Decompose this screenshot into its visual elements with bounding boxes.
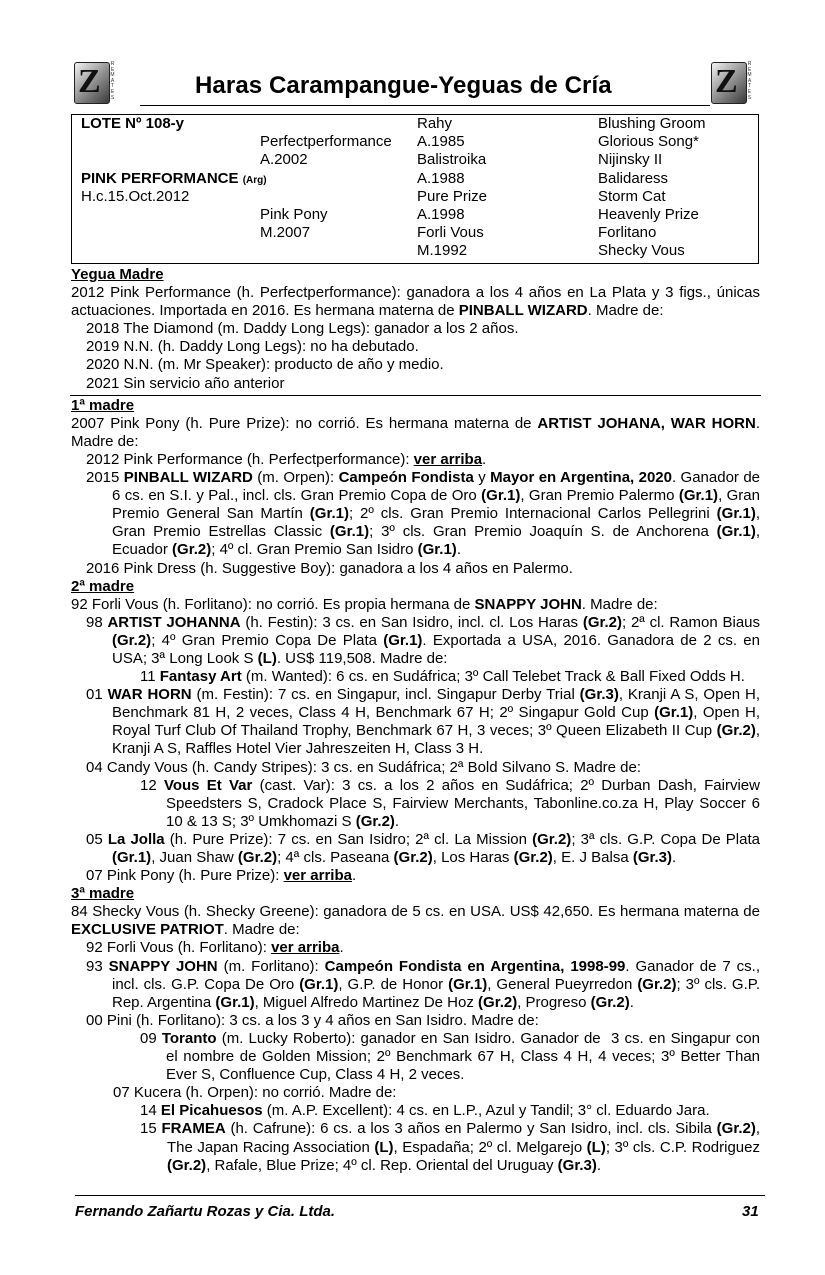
logo-right — [711, 62, 753, 106]
grandsire-1-year: A.1985 — [417, 133, 465, 150]
list-item: 07 Pink Pony (h. Pure Prize): ver arriba. — [86, 867, 357, 885]
list-item: 2020 N.N. (m. Mr Speaker): producto de año y medio. — [86, 356, 444, 374]
granddam-2-year: M.1992 — [417, 242, 468, 259]
list-item: 00 Pini (h. Forlitano): 3 cs. a los 3 y 4 años en San Isidro. Madre de: — [86, 1011, 539, 1029]
list-item: 2012 Pink Performance (h. Perfectperformance): ver arriba. — [86, 450, 487, 468]
logo-remates-text: R E M A T E S — [110, 61, 115, 101]
divider — [70, 395, 761, 396]
logo-letter: Z — [78, 63, 101, 100]
dam: Pink Pony — [260, 206, 328, 223]
horse-birth: H.c.15.Oct.2012 — [81, 188, 190, 205]
sire: Perfectperformance — [260, 133, 392, 150]
list-item: 93 SNAPPY JOHN (m. Forlitano): Campeón Fondista en Argentina, 1998-99. Ganador de 7 cs., incl. cls. G.P. Copa De Oro (Gr.1), G.P. de Honor (Gr.1), General Pueyrredon (Gr.2); 3º cls. G.P. Rep. Argentina (Gr.1), Miguel Alfredo Martinez De Hoz (Gr.2), Progreso (Gr.2). — [86, 957, 761, 1011]
pedigree-notes — [71, 266, 760, 1175]
list-item: 11 Fantasy Art (m. Wanted): 6 cs. en Sudáfrica; 3º Call Telebet Track & Ball Fixed Odds H. — [140, 668, 745, 686]
section-3a-madre: 3ª madre — [71, 885, 135, 903]
paragraph: 2007 Pink Pony (h. Pure Prize): no corrió. Es hermana materna de ARTIST JOHANA, WAR HORN. Madre de: — [71, 414, 760, 450]
grandsire-2-year: A.1998 — [417, 206, 465, 223]
footer-company: Fernando Zañartu Rozas y Cia. Ltda. — [75, 1203, 336, 1220]
list-item: 2015 PINBALL WIZARD (m. Orpen): Campeón Fondista y Mayor en Argentina, 2020. Ganador de 6 cs. en S.I. y Pal., incl. cls. Gran Premio Copa de Oro (Gr.1), Gran Premio Palermo (Gr.1), Gran Premio General San Martín (Gr.1); 2º cls. Gran Premio Internacional Carlos Pellegrini (Gr.1), Gran Premio Estrellas Classic (Gr.1); 3º cls. Gran Premio Joaquín S. de Anchorena (Gr.1), Ecuador (Gr.2); 4º cl. Gran Premio San Isidro (Gr.1). — [86, 469, 761, 559]
lot-number: LOTE Nº 108-y — [81, 115, 185, 132]
list-item: 98 ARTIST JOHANNA (h. Festin): 3 cs. en San Isidro, incl. cl. Los Haras (Gr.2); 2ª cl. Ramon Biaus (Gr.2); 4º Gran Premio Copa De Plata (Gr.1). Exportada a USA, 2016. Ganadora de 2 cs. en USA; 3ª Long Look S (L). US$ 119,508. Madre de: — [86, 613, 760, 667]
section-yegua-madre: Yegua Madre — [71, 266, 164, 283]
granddam-1-year: A.1988 — [417, 170, 465, 187]
sire-year: A.2002 — [260, 151, 308, 168]
ggs-3: Storm Cat — [598, 188, 666, 205]
ggd-1: Glorious Song* — [598, 133, 699, 150]
list-item: 09 Toranto (m. Lucky Roberto): ganador en San Isidro. Ganador de 3 cs. en Singapur con el nombre de Golden Mission; 2º Benchmark 67 H, Class 4 H, 4 veces; 3º Better Than Ever S, Confluence Cup, Class 4 H, 2 veces. — [140, 1029, 760, 1084]
list-item: 07 Kucera (h. Orpen): no corrió. Madre de: — [113, 1084, 397, 1102]
list-item: 2021 Sin servicio año anterior — [86, 374, 285, 392]
ggs-1: Blushing Groom — [598, 115, 706, 132]
list-item: 15 FRAMEA (h. Cafrune): 6 cs. a los 3 años en Palermo y San Isidro, incl. cls. Sibila (Gr.2), The Japan Racing Association (L), Espadaña; 2º cl. Melgarejo (L); 3º cls. C.P. Rodriguez (Gr.2), Rafale, Blue Prize; 4º cl. Rep. Oriental del Uruguay (Gr.3). — [140, 1120, 761, 1174]
section-1a-madre: 1ª madre — [71, 396, 135, 414]
header-rule — [140, 105, 710, 106]
list-item: 2018 The Diamond (m. Daddy Long Legs): ganador a los 2 años. — [86, 320, 519, 338]
paragraph: 2012 Pink Performance (h. Perfectperformance): ganadora a los 4 años en La Plata y 3 figs., únicas actuaciones. Importada en 2016. Es hermana materna de PINBALL WIZARD. Madre de: — [71, 284, 760, 320]
granddam-1: Balistroika — [417, 151, 487, 168]
list-item: 2019 N.N. (h. Daddy Long Legs): no ha debutado. — [86, 338, 419, 356]
paragraph: 84 Shecky Vous (h. Shecky Greene): ganadora de 5 cs. en USA. US$ 42,650. Es hermana materna de EXCLUSIVE PATRIOT. Madre de: — [71, 903, 760, 939]
footer-rule — [75, 1195, 765, 1196]
logo-letter: Z — [715, 63, 738, 100]
list-item: 01 WAR HORN (m. Festin): 7 cs. en Singapur, incl. Singapur Derby Trial (Gr.3), Kranji A S, Open H, Benchmark 81 H, 2 veces, Class 4 H, Benchmark 67 H; 2º Singapur Gold Cup (Gr.1), Open H, Royal Turf Club Of Thailand Trophy, Benchmark 67 H, 3 veces; 3º Queen Elizabeth II Cup (Gr.2), Kranji A S, Raffles Hotel Vier Jahreszeiten H, Class 3 H. — [86, 686, 761, 758]
page-number: 31 — [742, 1203, 759, 1220]
list-item: 2016 Pink Dress (h. Suggestive Boy): ganadora a los 4 años en Palermo. — [86, 559, 573, 577]
grandsire-1: Rahy — [417, 115, 453, 132]
ggd-3: Heavenly Prize — [598, 206, 699, 223]
logo-left — [74, 62, 116, 106]
granddam-2: Forli Vous — [417, 224, 484, 241]
horse-name: PINK PERFORMANCE (Arg) — [81, 170, 267, 187]
dam-year: M.2007 — [260, 224, 311, 241]
list-item: 04 Candy Vous (h. Candy Stripes): 3 cs. en Sudáfrica; 2ª Bold Silvano S. Madre de: — [86, 758, 642, 776]
logo-remates-text: R E M A T E S — [747, 61, 752, 101]
ggd-4: Shecky Vous — [598, 242, 685, 259]
list-item: 14 El Picahuesos (m. A.P. Excellent): 4 cs. en L.P., Azul y Tandil; 3° cl. Eduardo Jara. — [140, 1102, 710, 1120]
ggs-2: Nijinsky II — [598, 151, 663, 168]
page-title: Haras Carampangue-Yeguas de Cría — [195, 72, 612, 99]
grandsire-2: Pure Prize — [417, 188, 488, 205]
list-item: 05 La Jolla (h. Pure Prize): 7 cs. en San Isidro; 2ª cl. La Mission (Gr.2); 3ª cls. G.P. Copa De Plata (Gr.1), Juan Shaw (Gr.2); 4ª cls. Paseana (Gr.2), Los Haras (Gr.2), E. J Balsa (Gr.3). — [86, 830, 760, 866]
paragraph: 92 Forli Vous (h. Forlitano): no corrió. Es propia hermana de SNAPPY JOHN. Madre de: — [71, 595, 658, 613]
list-item: 12 Vous Et Var (cast. Var): 3 cs. a los 2 años en Sudáfrica; 2º Durban Dash, Fairview Speedsters S, Cradock Place S, Fairview Merchants, Tabonline.co.za H, Play Soccer 6 10 & 13 S; 3º Umkhomazi S (Gr.2). — [140, 776, 760, 830]
ggs-4: Forlitano — [598, 224, 657, 241]
ggd-2: Balidaress — [598, 170, 669, 187]
pedigree-table — [71, 114, 759, 264]
section-2a-madre: 2ª madre — [71, 577, 135, 595]
list-item: 92 Forli Vous (h. Forlitano): ver arriba. — [86, 939, 344, 957]
